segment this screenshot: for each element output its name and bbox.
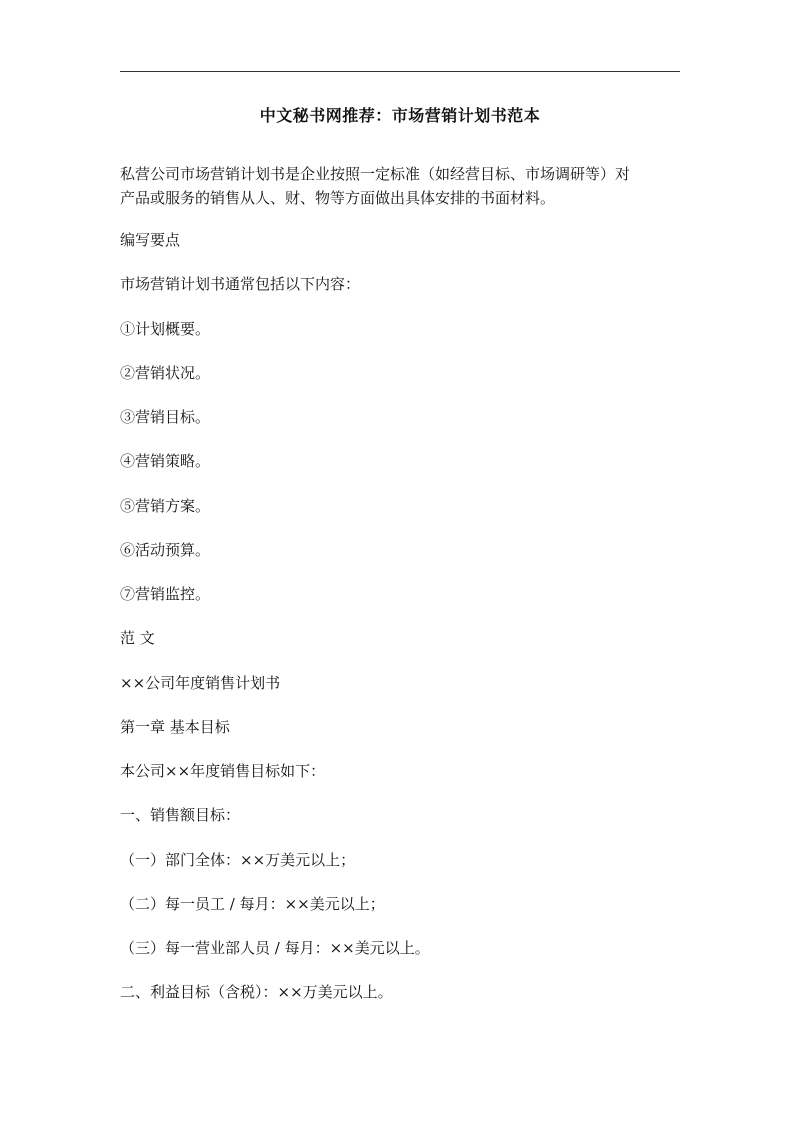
list-item: （二）每一员工 / 每月：××美元以上；	[120, 895, 385, 913]
chapter-heading: 第一章 基本目标	[120, 718, 230, 736]
list-item: ④营销策略。	[120, 452, 211, 470]
goal-intro: 本公司××年度销售目标如下：	[120, 762, 326, 780]
contents-intro: 市场营销计划书通常包括以下内容：	[120, 275, 361, 293]
sample-title: ××公司年度销售计划书	[120, 674, 281, 692]
profit-target-heading: 二、利益目标（含税）：××万美元以上。	[120, 983, 393, 1001]
sample-heading: 范 文	[120, 629, 155, 647]
list-item: （一）部门全体：××万美元以上；	[120, 851, 356, 869]
list-item: ⑥活动预算。	[120, 541, 211, 559]
list-item: ③营销目标。	[120, 408, 211, 426]
intro-line-1: 私营公司市场营销计划书是企业按照一定标准（如经营目标、市场调研等）对	[120, 165, 631, 183]
intro-paragraph	[120, 162, 680, 210]
sales-target-heading: 一、销售额目标：	[120, 806, 241, 824]
list-item: ①计划概要。	[120, 320, 211, 338]
intro-line-2: 产品或服务的销售从人、财、物等方面做出具体安排的书面材料。	[120, 189, 556, 207]
header-rule	[120, 71, 680, 72]
list-item: ⑤营销方案。	[120, 497, 211, 515]
list-item: （三）每一营业部人员 / 每月：××美元以上。	[120, 939, 430, 957]
list-item: ⑦营销监控。	[120, 585, 211, 603]
list-item: ②营销状况。	[120, 364, 211, 382]
document-title: 中文秘书网推荐：市场营销计划书范本	[259, 106, 541, 125]
section-heading-key-points: 编写要点	[120, 231, 181, 249]
